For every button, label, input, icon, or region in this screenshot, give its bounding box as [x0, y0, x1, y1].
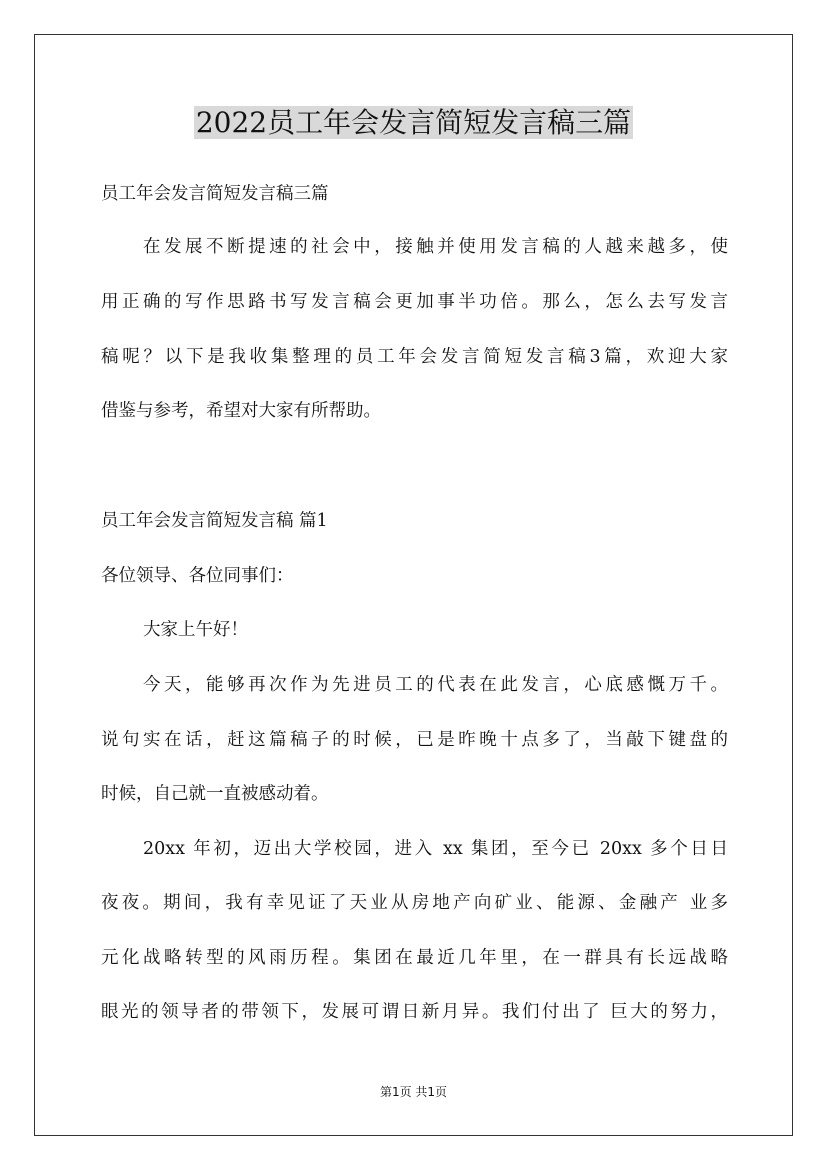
page-footer: 第1页 共1页: [379, 1085, 448, 1099]
para2-line-1: 20xx 年初，迈出大学校园，进入 xx 集团，至今已 20xx 多个日日: [143, 839, 728, 859]
section-heading: 员工年会发言简短发言稿 篇1: [101, 511, 328, 531]
document-title: [0, 103, 827, 143]
intro-line-2: 用正确的写作思路书写发言稿会更加事半功倍。那么，怎么去写发言: [101, 292, 728, 312]
para2-line-3: 元化战略转型的风雨历程。集团在最近几年里，在一群具有长远战略: [101, 948, 728, 968]
intro-line-3: 稿呢？以下是我收集整理的员工年会发言简短发言稿3篇，欢迎大家: [101, 347, 728, 367]
para2-line-2: 夜夜。期间，我有幸见证了天业从房地产向矿业、能源、金融产 业多: [101, 893, 728, 913]
para1-line-2: 说句实在话，赶这篇稿子的时候，已是昨晚十点多了，当敲下键盘的: [101, 730, 728, 750]
intro-line-1: 在发展不断提速的社会中，接触并使用发言稿的人越来越多，使: [143, 237, 728, 257]
para1-line-1: 今天，能够再次作为先进员工的代表在此发言，心底感慨万千。: [143, 675, 728, 695]
para2-line-4: 眼光的领导者的带领下，发展可谓日新月异。我们付出了 巨大的努力，: [101, 1002, 728, 1022]
document-title-text: 2022员工年会发言简短发言稿三篇: [195, 106, 632, 139]
greeting: 大家上午好！: [143, 620, 248, 640]
intro-line-4: 借鉴与参考，希望对大家有所帮助。: [101, 401, 381, 421]
document-subtitle: 员工年会发言简短发言稿三篇: [101, 184, 329, 204]
salutation: 各位领导、各位同事们：: [101, 566, 294, 586]
para1-line-3: 时候，自己就一直被感动着。: [101, 784, 329, 804]
